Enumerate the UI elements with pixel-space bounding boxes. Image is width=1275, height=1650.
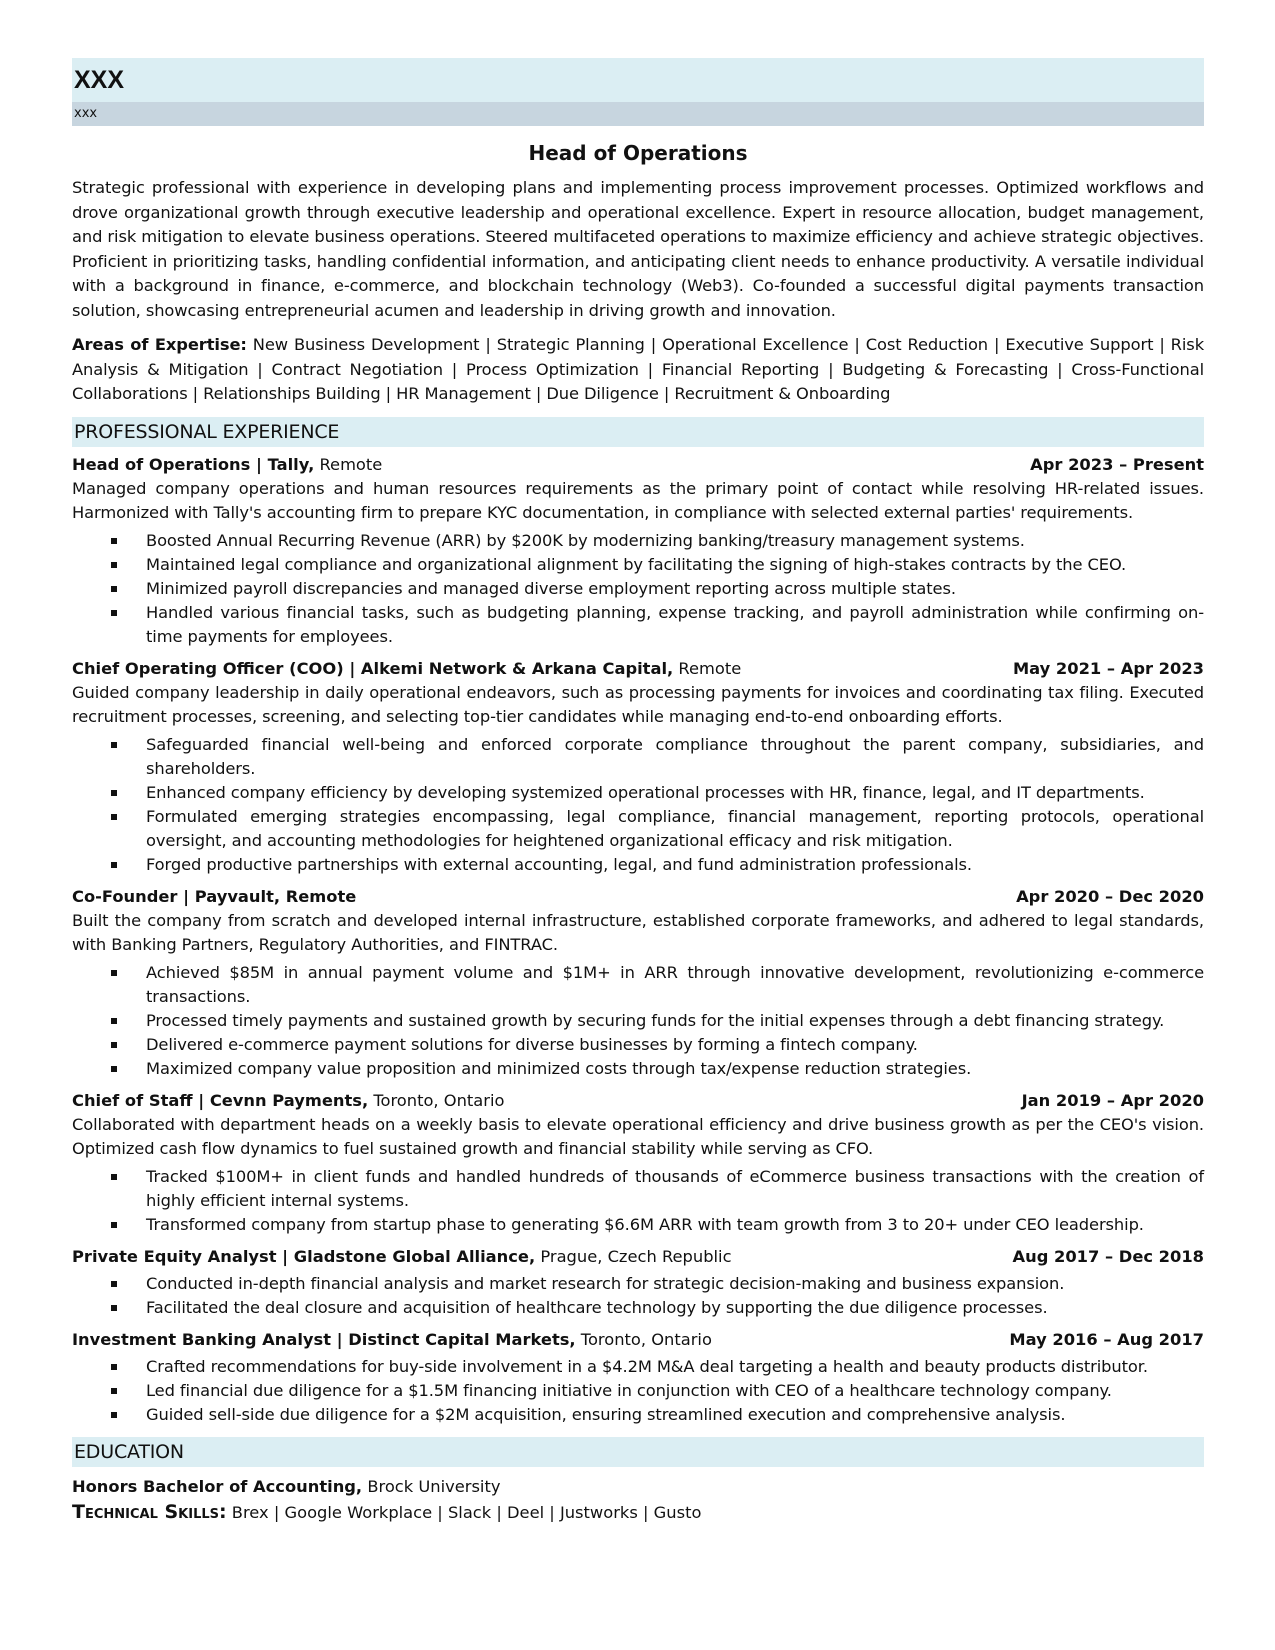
job-bullets (72, 529, 1204, 649)
job-bullets (72, 733, 1204, 877)
bullet-item: Crafted recommendations for buy-side involvement in a $4.2M M&A deal targeting a health and beauty products distributor. (72, 1355, 1204, 1379)
job-entry-2 (72, 885, 1204, 1081)
job-title: Investment Banking Analyst | Distinct Capital Markets, (72, 1329, 576, 1349)
job-role (72, 453, 382, 477)
job-summary: Collaborated with department heads on a weekly basis to elevate operational efficiency and drive business growth as per the CEO's vision. Optimized cash flow dynamics to fuel sustained growth and financial stability while serving as CFO. (72, 1114, 1204, 1158)
job-title: Head of Operations | Tally, (72, 454, 315, 474)
bullet-item: Guided sell-side due diligence for a $2M acquisition, ensuring streamlined execution and comprehensive analysis. (72, 1403, 1204, 1427)
job-location: Remote (678, 658, 742, 678)
job-summary: Guided company leadership in daily operational endeavors, such as processing payments for invoices and coordinating tax filing. Executed recruitment processes, screening, and selecting top-tier candidates while managing end-to-end onboarding efforts. (72, 682, 1204, 726)
job-location: Prague, Czech Republic (540, 1246, 732, 1266)
experience-list (72, 453, 1204, 1427)
bullet-item: Minimized payroll discrepancies and managed diverse employment reporting across multiple states. (72, 577, 1204, 601)
bullet-item: Tracked $100M+ in client funds and handled hundreds of thousands of eCommerce business transactions with the creation of highly efficient internal systems. (72, 1165, 1204, 1213)
skills-label: Technical Skills: (72, 1500, 227, 1523)
candidate-name: XXX (74, 66, 125, 94)
bullet-item: Facilitated the deal closure and acquisition of healthcare technology by supporting the due diligence processes. (72, 1296, 1204, 1320)
expertise-list: New Business Development | Strategic Planning | Operational Excellence | Cost Reduction | Executive Support | Risk Analysis & Mitigation | Contract Negotiation | Process Optimization | Financial Reporting | Budgeting & Forecasting | Cross-Functional Collaborations | Relationships Building | HR Management | Due Diligence | Recruitment & Onboarding (72, 335, 1205, 403)
job-entry-1 (72, 657, 1204, 877)
job-header (72, 1245, 1204, 1269)
job-location: Toronto, Ontario (373, 1090, 505, 1110)
job-location: Remote (319, 454, 383, 474)
job-header (72, 1089, 1204, 1113)
job-dates: Aug 2017 – Dec 2018 (1012, 1246, 1204, 1266)
education-entry (72, 1475, 1204, 1499)
bullet-item: Transformed company from startup phase to generating $6.6M ARR with team growth from 3 to 20+ under CEO leadership. (72, 1213, 1204, 1237)
bullet-item: Maintained legal compliance and organizational alignment by facilitating the signing of high-stakes contracts by the CEO. (72, 553, 1204, 577)
job-entry-0 (72, 453, 1204, 649)
skills-list: Brex | Google Workplace | Slack | Deel | Justworks | Gusto (231, 1502, 702, 1522)
bullet-item: Safeguarded financial well-being and enforced corporate compliance throughout the parent company, subsidiaries, and shareholders. (72, 733, 1204, 781)
job-dates: Apr 2020 – Dec 2020 (1016, 886, 1204, 906)
summary: Strategic professional with experience in developing plans and implementing process improvement processes. Optimized workflows and drove organizational growth through executive leadership and operational excellence. Expert in resource allocation, budget management, and risk mitigation to elevate business operations. Steered multifaceted operations to maximize efficiency and achieve strategic objectives. Proficient in prioritizing tasks, handling confidential information, and anticipating client needs to enhance productivity. A versatile individual with a background in finance, e-commerce, and blockchain technology (Web3). Co-founded a successful digital payments transaction solution, showcasing entrepreneurial acumen and leadership in driving growth and innovation. (72, 178, 1204, 320)
degree: Honors Bachelor of Accounting, (72, 1476, 363, 1496)
bullet-item: Maximized company value proposition and minimized costs through tax/expense reduction strategies. (72, 1057, 1204, 1081)
job-title: Private Equity Analyst | Gladstone Global Alliance, (72, 1246, 536, 1266)
section-education: EDUCATION (72, 1437, 1204, 1467)
job-bullets (72, 961, 1204, 1081)
job-bullets (72, 1272, 1204, 1320)
areas-of-expertise (72, 333, 1204, 407)
technical-skills (72, 1499, 1204, 1526)
job-summary: Managed company operations and human resources requirements as the primary point of contact while resolving HR-related issues. Harmonized with Tally's accounting firm to prepare KYC documentation, in compliance with selected external parties' requirements. (72, 478, 1204, 522)
job-header (72, 657, 1204, 681)
bullet-item: Formulated emerging strategies encompassing, legal compliance, financial management, reporting protocols, operational oversight, and accounting methodologies for heightened organizational efficacy and risk mitigation. (72, 805, 1204, 853)
headline: Head of Operations (528, 141, 748, 165)
school: Brock University (367, 1476, 501, 1496)
job-entry-3 (72, 1089, 1204, 1237)
bullet-item: Enhanced company efficiency by developing systemized operational processes with HR, finance, legal, and IT departments. (72, 781, 1204, 805)
name-bar (72, 58, 1204, 102)
job-bullets (72, 1355, 1204, 1427)
job-role (72, 1089, 504, 1113)
job-dates: May 2016 – Aug 2017 (1009, 1329, 1204, 1349)
job-summary: Built the company from scratch and developed internal infrastructure, established corporate frameworks, and adhered to legal standards, with Banking Partners, Regulatory Authorities, and FINTRAC. (72, 910, 1204, 954)
job-title: Chief of Staff | Cevnn Payments, (72, 1090, 369, 1110)
job-header (72, 1328, 1204, 1352)
job-dates: Apr 2023 – Present (1030, 454, 1204, 474)
bullet-item: Forged productive partnerships with external accounting, legal, and fund administration professionals. (72, 853, 1204, 877)
contact-bar (72, 102, 1204, 126)
section-professional-experience: PROFESSIONAL EXPERIENCE (72, 417, 1204, 447)
job-entry-4 (72, 1245, 1204, 1320)
job-dates: May 2021 – Apr 2023 (1012, 658, 1204, 678)
job-title: Chief Operating Officer (COO) | Alkemi Network & Arkana Capital, (72, 658, 674, 678)
contact-info: xxx (74, 106, 98, 121)
job-title: Co-Founder | Payvault, Remote (72, 886, 357, 906)
job-role (72, 1328, 712, 1352)
bullet-item: Delivered e-commerce payment solutions for diverse businesses by forming a fintech company. (72, 1033, 1204, 1057)
job-role (72, 1245, 732, 1269)
resume-page (72, 58, 1204, 1526)
job-entry-5 (72, 1328, 1204, 1427)
job-dates: Jan 2019 – Apr 2020 (1021, 1090, 1204, 1110)
job-role (72, 885, 356, 909)
bullet-item: Boosted Annual Recurring Revenue (ARR) by $200K by modernizing banking/treasury management systems. (72, 529, 1204, 553)
job-bullets (72, 1165, 1204, 1237)
bullet-item: Achieved $85M in annual payment volume and $1M+ in ARR through innovative development, revolutionizing e-commerce transactions. (72, 961, 1204, 1009)
job-role (72, 657, 741, 681)
bullet-item: Conducted in-depth financial analysis and market research for strategic decision-making and business expansion. (72, 1272, 1204, 1296)
job-header (72, 453, 1204, 477)
bullet-item: Handled various financial tasks, such as budgeting planning, expense tracking, and payroll administration while confirming on-time payments for employees. (72, 601, 1204, 649)
bullet-item: Processed timely payments and sustained growth by securing funds for the initial expenses through a debt financing strategy. (72, 1009, 1204, 1033)
expertise-label: Areas of Expertise: (72, 335, 247, 354)
bullet-item: Led financial due diligence for a $1.5M financing initiative in conjunction with CEO of a healthcare technology company. (72, 1379, 1204, 1403)
job-location: Toronto, Ontario (580, 1329, 712, 1349)
job-header (72, 885, 1204, 909)
